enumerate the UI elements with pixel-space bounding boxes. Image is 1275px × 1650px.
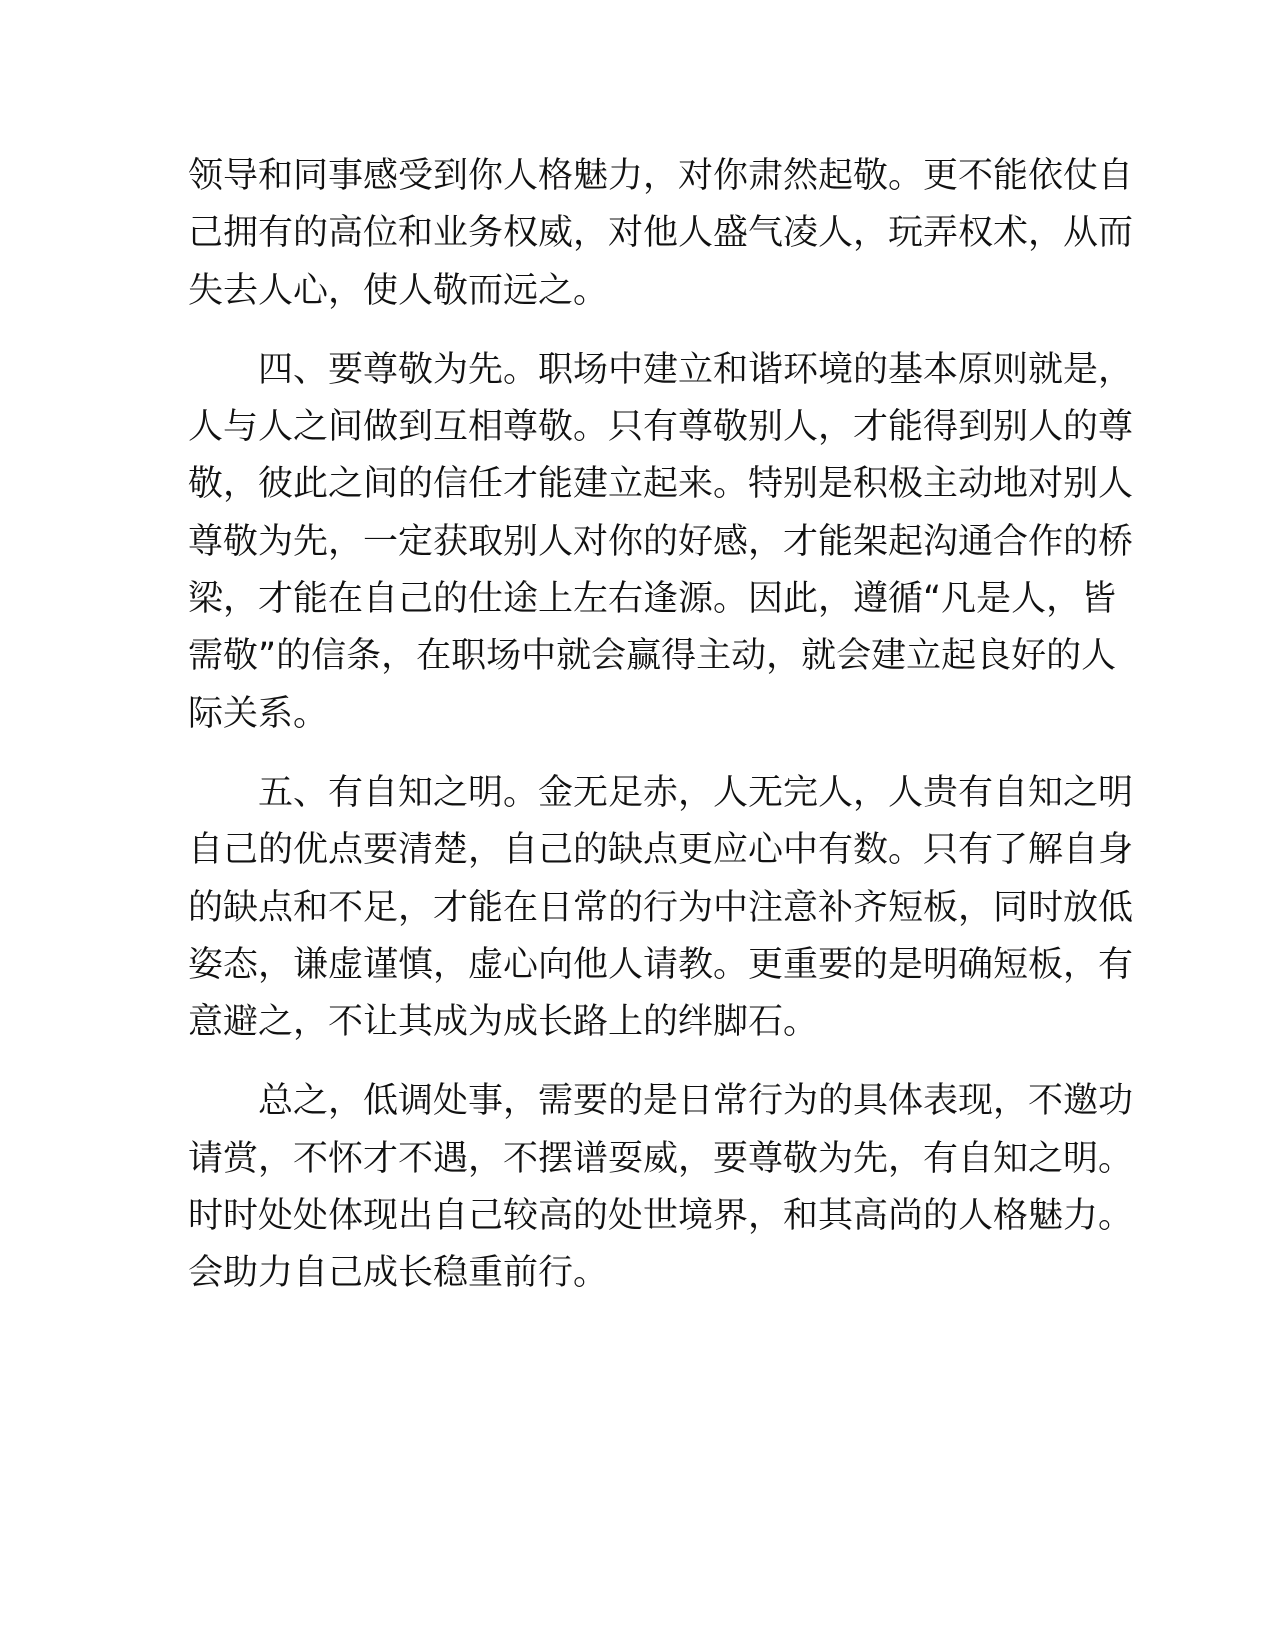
text-line: 请赏，不怀才不遇，不摆谱耍威，要尊敬为先，有自知之明。 <box>188 1138 1134 1179</box>
text-line: 四、要尊敬为先。职场中建立和谐环境的基本原则就是， <box>258 349 1134 390</box>
text-line: 意避之，不让其成为成长路上的绊脚石。 <box>188 1002 819 1043</box>
text-line: 己拥有的高位和业务权威，对他人盛气凌人，玩弄权术，从而 <box>188 213 1134 254</box>
text-line: 时时处处体现出自己较高的处世境界，和其高尚的人格魅力。 <box>188 1196 1134 1237</box>
text-line: 姿态，谦虚谨慎，虚心向他人请教。更重要的是明确短板，有 <box>188 944 1134 985</box>
paragraph-conclusion <box>188 1073 1134 1302</box>
text-line: 会助力自己成长稳重前行。 <box>188 1253 609 1294</box>
text-line: 敬，彼此之间的信任才能建立起来。特别是积极主动地对别人 <box>188 464 1134 505</box>
paragraph-self-awareness <box>188 765 1134 1051</box>
text-line: 梁，才能在自己的仕途上左右逢源。因此，遵循“凡是人，皆 <box>188 579 1117 620</box>
text-line: 尊敬为先，一定获取别人对你的好感，才能架起沟通合作的桥 <box>188 521 1134 562</box>
document-page <box>188 148 1134 1325</box>
text-line: 五、有自知之明。金无足赤，人无完人，人贵有自知之明 <box>258 772 1134 813</box>
paragraph-respect-first <box>188 342 1134 743</box>
text-line: 人与人之间做到互相尊敬。只有尊敬别人，才能得到别人的尊 <box>188 407 1134 448</box>
text-line: 总之，低调处事，需要的是日常行为的具体表现，不邀功 <box>258 1081 1134 1122</box>
text-line: 际关系。 <box>188 693 329 734</box>
paragraph-continuation <box>188 148 1134 320</box>
text-line: 自己的优点要清楚，自己的缺点更应心中有数。只有了解自身 <box>188 830 1134 871</box>
text-line: 领导和同事感受到你人格魅力，对你肃然起敬。更不能依仗自 <box>188 156 1134 196</box>
text-line: 失去人心，使人敬而远之。 <box>188 270 609 311</box>
text-line: 需敬”的信条，在职场中就会赢得主动，就会建立起良好的人 <box>188 636 1117 677</box>
text-line: 的缺点和不足，才能在日常的行为中注意补齐短板，同时放低 <box>188 887 1134 928</box>
